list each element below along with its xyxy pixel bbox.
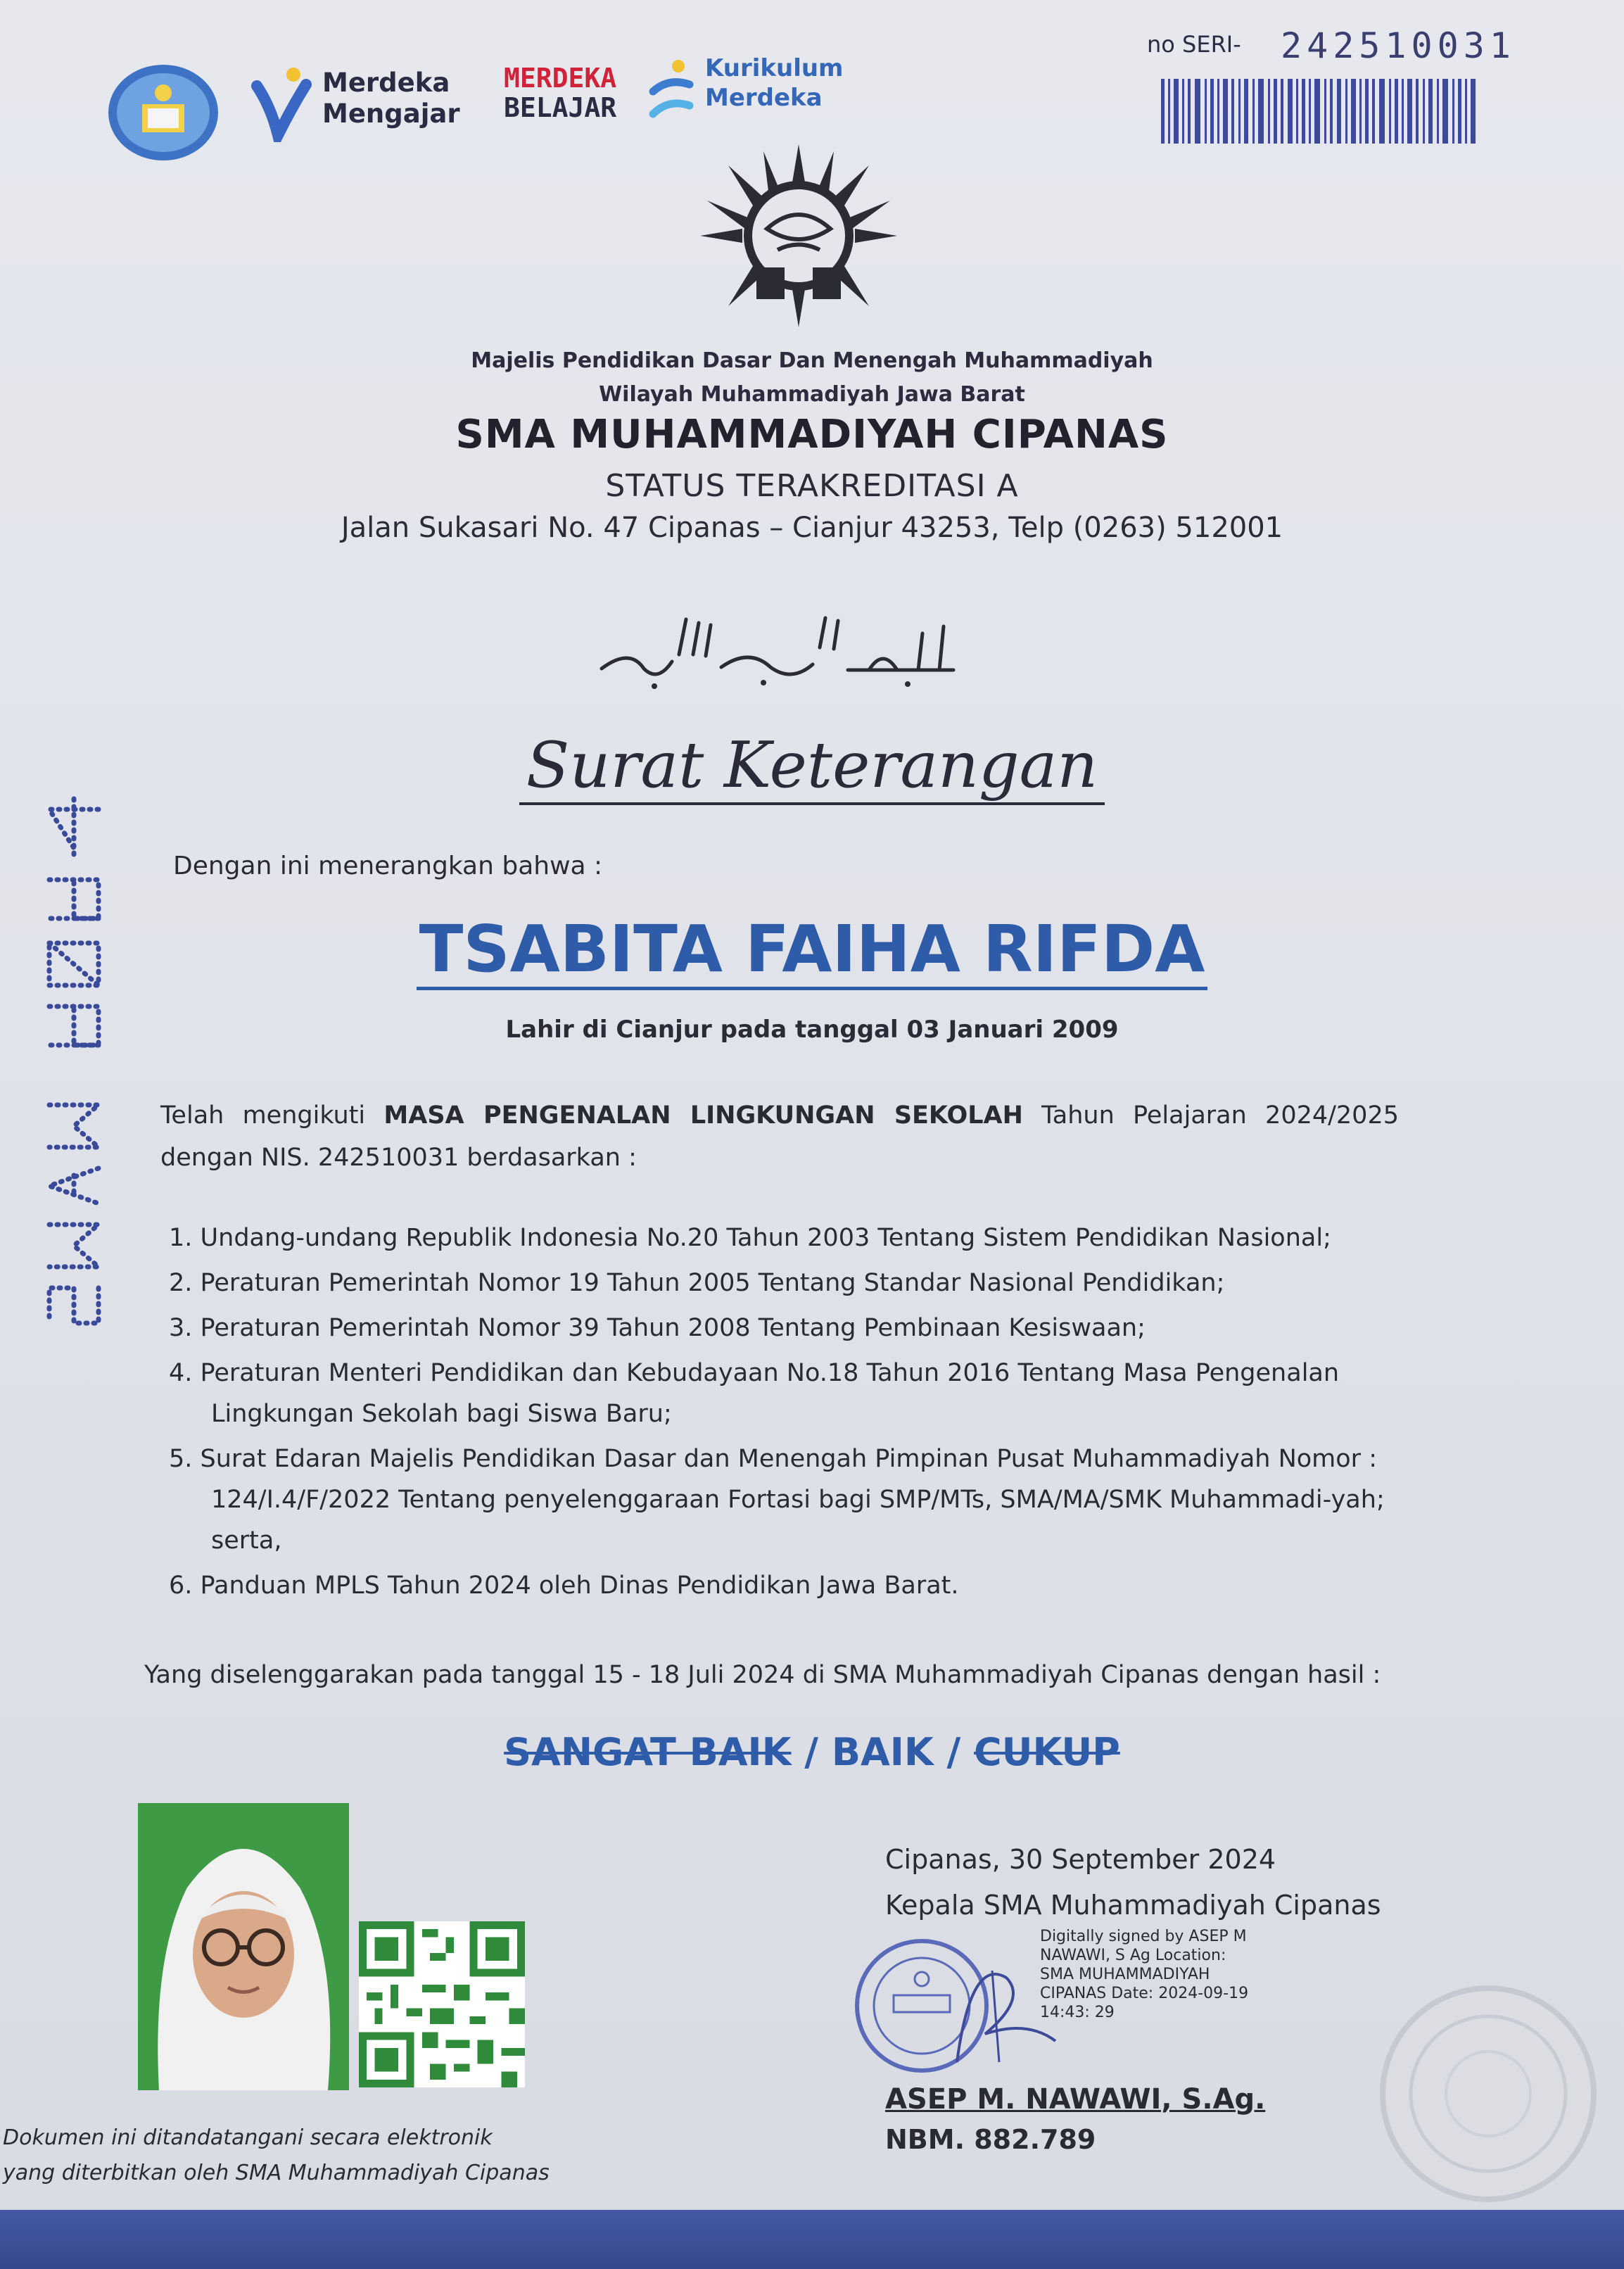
footer-note-line1: Dokumen ini ditandatangani secara elektronik: [3, 2125, 493, 2150]
merdeka-mengajar-line2: Mengajar: [322, 99, 460, 129]
legal-basis-list: [169, 1218, 1407, 1610]
document-title: [0, 728, 1624, 802]
paragraph-before: Telah mengikuti: [160, 1101, 384, 1130]
participation-paragraph: [160, 1094, 1399, 1179]
result-separator: /: [933, 1730, 975, 1774]
bottom-color-band: [0, 2210, 1624, 2269]
merdeka-mengajar-wordmark: [322, 68, 460, 129]
kurikulum-merdeka-logo-mark: [647, 56, 697, 127]
majelis-heading: Majelis Pendidikan Dasar Dan Menengah Muhammadiyah: [471, 348, 1153, 373]
muhammadiyah-emblem: [700, 144, 897, 327]
merdeka-mengajar-line1: Merdeka: [322, 68, 450, 98]
school-address: Jalan Sukasari No. 47 Cipanas – Cianjur 43253, Telp (0263) 512001: [341, 512, 1283, 544]
merdeka-mengajar-logo-mark: [250, 65, 313, 142]
embossed-seal: [1372, 1978, 1604, 2210]
result-baik: BAIK: [831, 1730, 934, 1774]
serial-number: 242510031: [1281, 25, 1516, 66]
wilayah-heading: Wilayah Muhammadiyah Jawa Barat: [599, 382, 1025, 407]
school-name: SMA MUHAMMADIYAH CIPANAS: [455, 412, 1169, 457]
merdeka-belajar-wordmark: [504, 63, 616, 122]
paragraph-after: Tahun Pelajaran 2024/2025 dengan NIS. 242510031 berdasarkan :: [160, 1101, 1399, 1172]
student-name-text: TSABITA FAIHA RIFDA: [417, 911, 1208, 990]
list-item: 6. Panduan MPLS Tahun 2024 oleh Dinas Pendidikan Jawa Barat.: [169, 1572, 959, 1600]
student-birth: Lahir di Cianjur pada tanggal 03 Januari 2009: [505, 1016, 1119, 1044]
list-item: 4. Peraturan Menteri Pendidikan dan Kebudayaan No.18 Tahun 2016 Tentang Masa Pengenalan Lingkungan Sekolah bagi Siswa Baru;: [169, 1359, 1340, 1428]
signer-nbm: NBM. 882.789: [885, 2124, 1096, 2155]
basmalah-calligraphy: [588, 605, 968, 697]
result-cukup: CUKUP: [974, 1730, 1120, 1774]
sign-city-date: Cipanas, 30 September 2024: [885, 1844, 1276, 1875]
kurikulum-merdeka-wordmark: [705, 53, 843, 113]
side-watermark-smam-2024: [35, 795, 113, 1330]
footer-note-line2: yang diterbitkan oleh SMA Muhammadiyah Cipanas: [3, 2161, 550, 2185]
digital-signature-info: Digitally signed by ASEP M NAWAWI, S Ag Location: SMA MUHAMMADIYAH CIPANAS Date: 2024-09-19 14:43: 29: [1040, 1928, 1249, 2021]
list-item: 5. Surat Edaran Majelis Pendidikan Dasar dan Menengah Pimpinan Pusat Muhammadiyah Nomor : 124/I.4/F/2022 Tentang penyelenggaraan Fortasi bagi SMP/MTs, SMA/MA/SMK Muhammadi-yah; serta,: [169, 1445, 1385, 1555]
result-sangat-baik: SANGAT BAIK: [504, 1730, 792, 1774]
signer-name: ASEP M. NAWAWI, S.Ag.: [885, 2083, 1266, 2116]
list-item: 1. Undang-undang Republik Indonesia No.20 Tahun 2003 Tentang Sistem Pendidikan Nasional;: [169, 1224, 1331, 1252]
paragraph-bold: MASA PENGENALAN LINGKUNGAN SEKOLAH: [383, 1101, 1023, 1130]
event-held-text: Yang diselenggarakan pada tanggal 15 - 18 Juli 2024 di SMA Muhammadiyah Cipanas dengan hasil :: [144, 1661, 1381, 1689]
signer-position: Kepala SMA Muhammadiyah Cipanas: [885, 1890, 1381, 1921]
student-name: [0, 911, 1624, 987]
result-options: [0, 1730, 1624, 1774]
tut-wuri-handayani-logo: [106, 62, 222, 164]
serial-label: no SERI-: [1147, 31, 1241, 58]
accreditation-status: STATUS TERAKREDITASI A: [605, 468, 1019, 504]
kurikulum-merdeka-line2: Merdeka: [705, 84, 823, 112]
barcode: [1161, 79, 1478, 144]
student-photo: [138, 1803, 349, 2090]
document-title-text: Surat Keterangan: [519, 728, 1105, 805]
merdeka-belajar-line1: MERDEKA: [504, 63, 617, 94]
merdeka-belajar-line2: BELAJAR: [504, 92, 617, 123]
list-item: 2. Peraturan Pemerintah Nomor 19 Tahun 2005 Tentang Standar Nasional Pendidikan;: [169, 1269, 1225, 1297]
list-item: 3. Peraturan Pemerintah Nomor 39 Tahun 2008 Tentang Pembinaan Kesiswaan;: [169, 1314, 1146, 1342]
qr-code: [359, 1921, 525, 2087]
kurikulum-merdeka-line1: Kurikulum: [705, 54, 844, 82]
result-separator: /: [791, 1730, 832, 1774]
intro-text: Dengan ini menerangkan bahwa :: [173, 852, 603, 880]
